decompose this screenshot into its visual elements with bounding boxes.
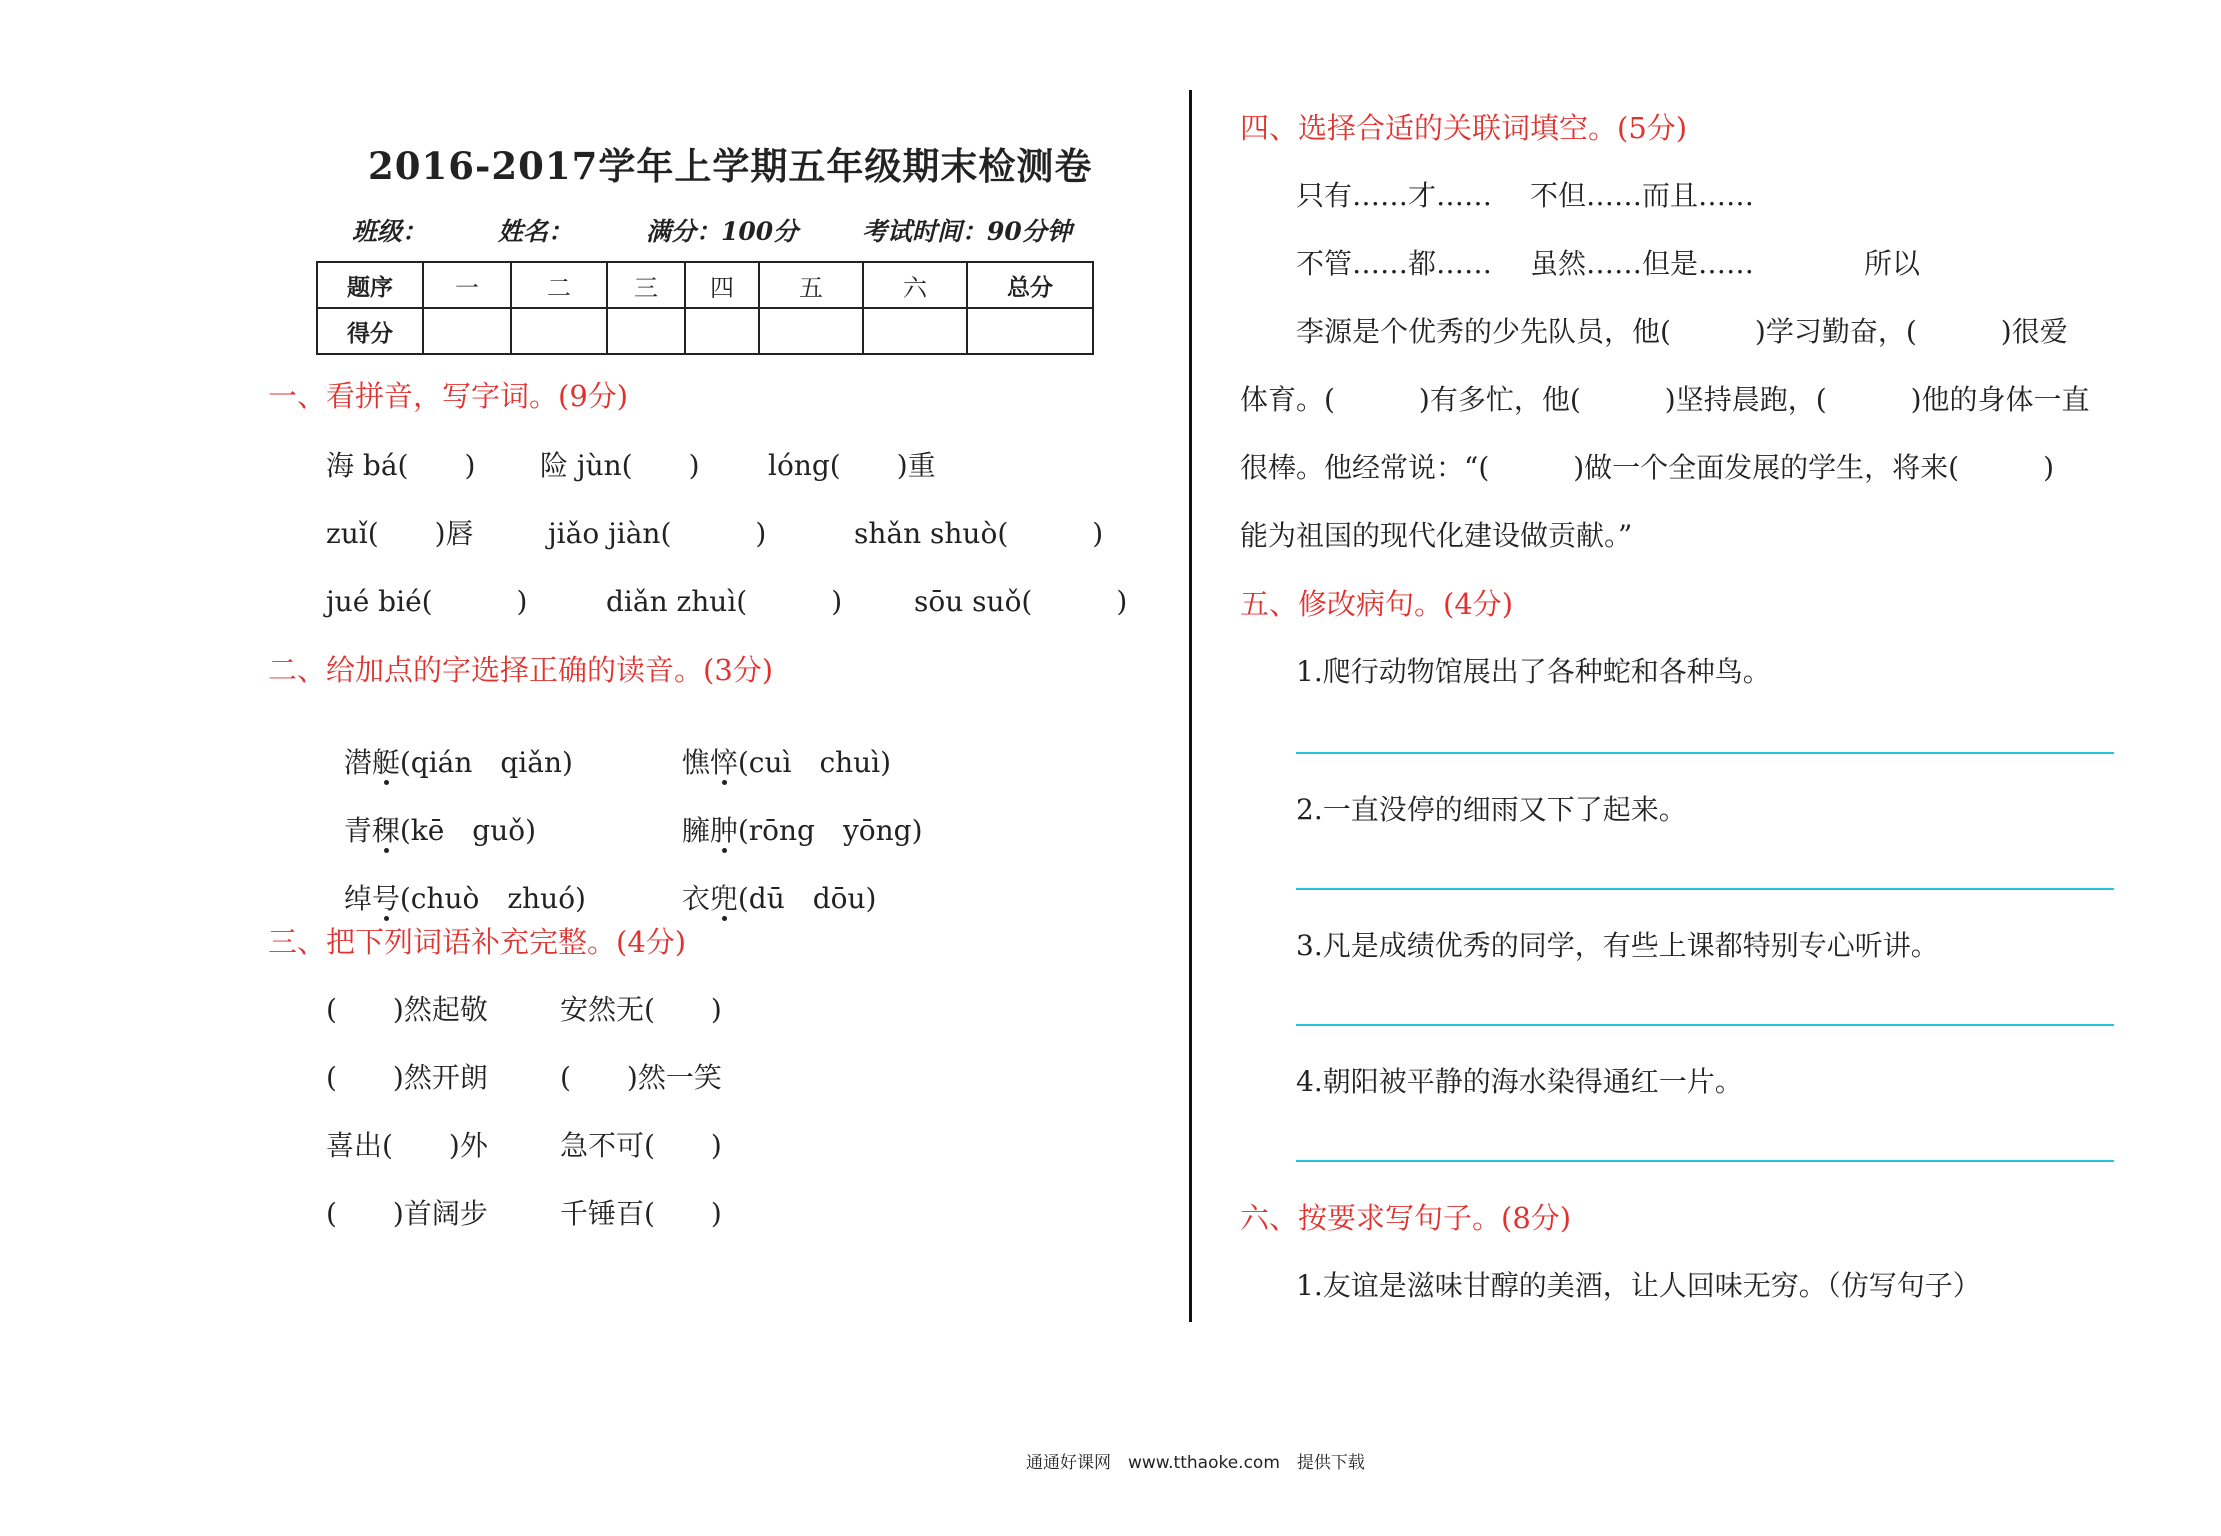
pinyin-choices: (rōng yōng) — [737, 814, 923, 847]
score-cell[interactable] — [607, 308, 685, 354]
exam-title: 2016-2017学年上学期五年级期末检测卷 — [368, 144, 1093, 188]
idiom-item: ( )然起敬 — [326, 993, 488, 1026]
table-cell: 六 — [863, 262, 967, 308]
sentence-item: 4.朝阳被平静的海水染得通红一片。 — [1296, 1065, 1743, 1098]
dotted-char: 稞 — [371, 814, 400, 847]
idiom-item: 急不可( ) — [560, 1129, 722, 1162]
score-cell[interactable] — [511, 308, 607, 354]
pinyin-choices: (dū dōu) — [737, 882, 877, 915]
section1-heading: 一、看拼音，写字词。(9分) — [268, 379, 629, 413]
table-cell: 四 — [685, 262, 759, 308]
pinyin-item: jué bié( ) — [326, 585, 528, 618]
word-char: 臃 — [681, 814, 710, 847]
conjunction-option: 只有……才…… — [1296, 179, 1493, 212]
word-char: 憔 — [681, 746, 710, 779]
reading-item — [664, 708, 891, 781]
table-cell: 一 — [423, 262, 511, 308]
dotted-char: 悴 — [709, 746, 738, 779]
passage-line: 李源是个优秀的少先队员，他( )学习勤奋，( )很爱 — [1296, 315, 2068, 348]
table-cell: 总分 — [967, 262, 1093, 308]
table-cell: 二 — [511, 262, 607, 308]
dotted-char: 兜 — [709, 882, 738, 915]
footer-credit: 通通好课网 www.tthaoke.com 提供下载 — [1026, 1453, 1365, 1473]
idiom-item: 安然无( ) — [560, 993, 722, 1026]
answer-line[interactable] — [1296, 1160, 2114, 1162]
conjunction-option: 不管……都…… — [1296, 247, 1493, 280]
idiom-item: 千锤百( ) — [560, 1197, 722, 1230]
section3-heading: 三、把下列词语补充完整。(4分) — [268, 925, 687, 959]
conjunction-option: 不但……而且…… — [1530, 179, 1755, 212]
pinyin-item: jiǎo jiàn( ) — [548, 517, 767, 550]
class-label: 班级： — [352, 217, 428, 246]
pinyin-choices: (chuò zhuó) — [399, 882, 586, 915]
dotted-char: 号 — [371, 882, 400, 915]
pinyin-choices: (qián qiǎn) — [399, 746, 573, 779]
pinyin-item: sōu suǒ( ) — [914, 585, 1128, 618]
pinyin-item: 海 bá( ) — [326, 449, 476, 482]
table-cell: 三 — [607, 262, 685, 308]
conjunction-option: 所以 — [1864, 247, 1921, 280]
column-divider — [1189, 90, 1192, 1322]
name-label: 姓名： — [498, 217, 574, 246]
full-score: 满分：100分 — [646, 217, 799, 246]
score-cell[interactable] — [863, 308, 967, 354]
reading-item — [326, 776, 536, 849]
reading-item — [326, 844, 586, 917]
sentence-item: 3.凡是成绩优秀的同学，有些上课都特别专心听讲。 — [1296, 929, 1939, 962]
score-table — [316, 261, 1094, 355]
pinyin-choices: (kē guǒ) — [399, 814, 537, 847]
section6-heading: 六、按要求写句子。(8分) — [1240, 1201, 1572, 1235]
passage-line: 能为祖国的现代化建设做贡献。” — [1240, 519, 1633, 552]
exam-time: 考试时间：90分钟 — [862, 217, 1072, 246]
pinyin-item: 险 jùn( ) — [540, 449, 700, 482]
pinyin-item: zuǐ( )唇 — [326, 517, 474, 550]
passage-line: 很棒。他经常说：“( )做一个全面发展的学生，将来( ) — [1240, 451, 2055, 484]
section5-heading: 五、修改病句。(4分) — [1240, 587, 1514, 621]
score-table-score-row — [317, 308, 1093, 354]
pinyin-choices: (cuì chuì) — [737, 746, 892, 779]
dotted-char: 艇 — [371, 746, 400, 779]
table-cell: 题序 — [317, 262, 423, 308]
pinyin-item: lóng( )重 — [768, 449, 936, 482]
idiom-item: ( )首阔步 — [326, 1197, 488, 1230]
word-char: 衣 — [681, 882, 710, 915]
table-cell: 五 — [759, 262, 863, 308]
reading-item — [664, 844, 876, 917]
section2-heading: 二、给加点的字选择正确的读音。(3分) — [268, 653, 774, 687]
pinyin-item: shǎn shuò( ) — [854, 517, 1104, 550]
section4-heading: 四、选择合适的关联词填空。(5分) — [1240, 111, 1688, 145]
pinyin-item: diǎn zhuì( ) — [606, 585, 843, 618]
word-char: 青 — [343, 814, 372, 847]
answer-line[interactable] — [1296, 888, 2114, 890]
conjunction-option: 虽然……但是…… — [1530, 247, 1755, 280]
table-cell: 得分 — [317, 308, 423, 354]
score-cell[interactable] — [759, 308, 863, 354]
sentence-item: 1.友谊是滋味甘醇的美酒，让人回味无穷。（仿写句子） — [1296, 1269, 1981, 1302]
score-cell[interactable] — [685, 308, 759, 354]
dotted-char: 肿 — [709, 814, 738, 847]
reading-item — [326, 708, 573, 781]
idiom-item: ( )然一笑 — [560, 1061, 722, 1094]
sentence-item: 2.一直没停的细雨又下了起来。 — [1296, 793, 1687, 826]
word-char: 绰 — [343, 882, 372, 915]
answer-line[interactable] — [1296, 752, 2114, 754]
passage-line: 体育。( )有多忙，他( )坚持晨跑，( )他的身体一直 — [1240, 383, 2090, 416]
score-cell[interactable] — [967, 308, 1093, 354]
score-table-header-row — [317, 262, 1093, 308]
answer-line[interactable] — [1296, 1024, 2114, 1026]
word-char: 潜 — [343, 746, 372, 779]
idiom-item: ( )然开朗 — [326, 1061, 488, 1094]
sentence-item: 1.爬行动物馆展出了各种蛇和各种鸟。 — [1296, 655, 1771, 688]
reading-item — [664, 776, 923, 849]
idiom-item: 喜出( )外 — [326, 1129, 488, 1162]
score-cell[interactable] — [423, 308, 511, 354]
